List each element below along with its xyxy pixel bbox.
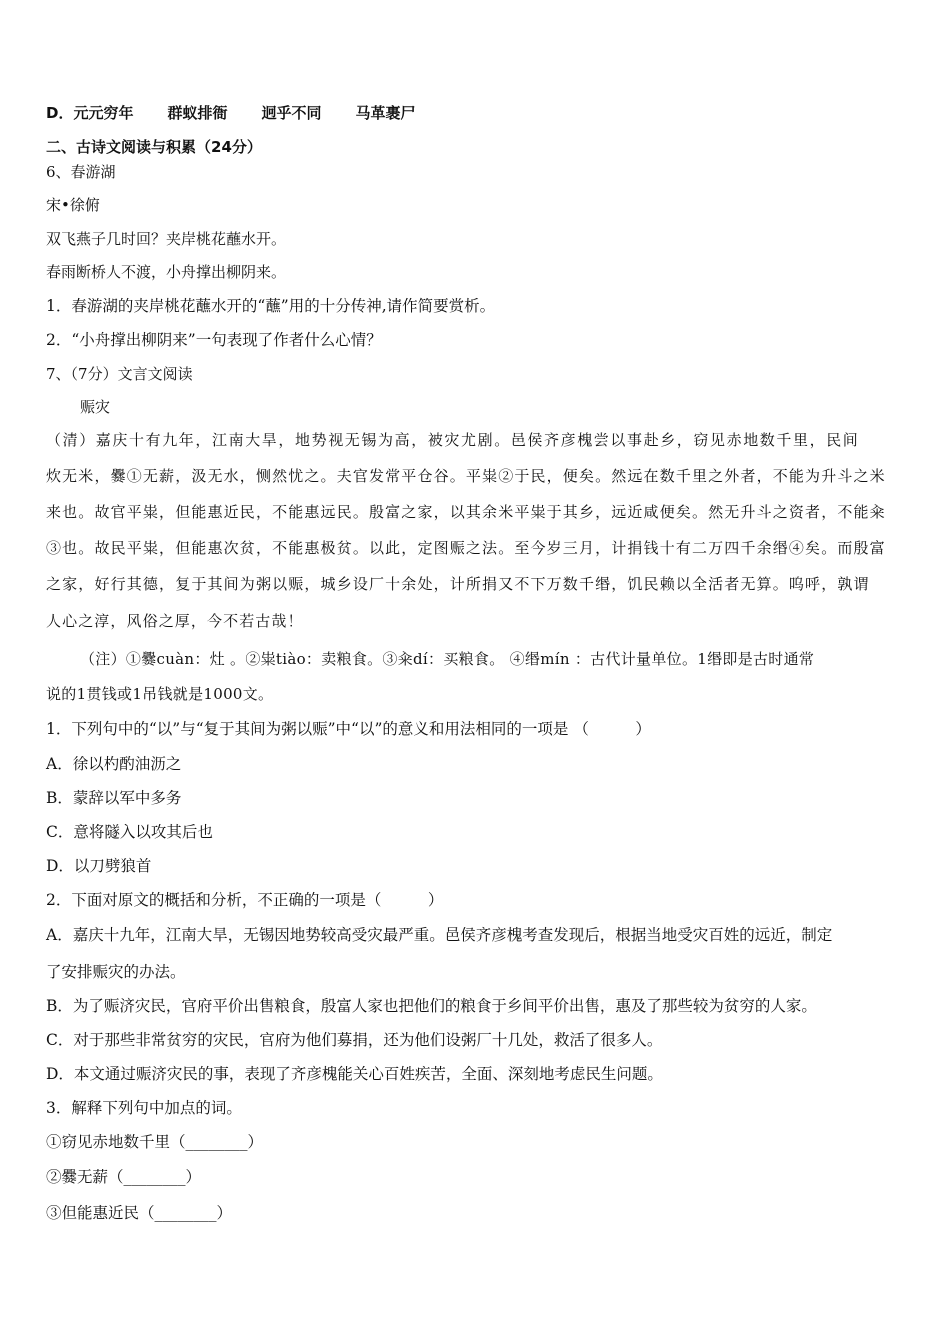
option-d-word-2: 群蚁排衙 [167, 104, 228, 122]
classical-question-1: 1．下列句中的“以”与“复于其间为粥以赈”中“以”的意义和用法相同的一项是 （ ） [46, 720, 651, 738]
q2-option-d: D．本文通过赈济灾民的事，表现了齐彦槐能关心百姓疾苦，全面、深刻地考虑民生问题。 [46, 1065, 663, 1083]
q2-option-a-line-2: 了安排赈灾的办法。 [46, 963, 186, 981]
option-d-word-1: 元元穷年 [73, 104, 134, 122]
classical-text-line-4: ③也。故民平粜，但能惠次贫，不能惠极贫。以此，定图赈之法。至今岁三月，计捐钱十有二万四千余缗④矣。而殷富 [46, 539, 886, 557]
classical-question-2: 2．下面对原文的概括和分析，不正确的一项是（ ） [46, 891, 444, 909]
q1-option-b: B．蒙辞以军中多务 [46, 789, 182, 807]
q3-item-2: ②爨无薪（________） [46, 1168, 202, 1186]
option-d-word-4: 马革裹尸 [355, 104, 416, 122]
option-d-word-3: 迥乎不同 [261, 104, 322, 122]
classical-text-line-3: 来也。故官平粜，但能惠近民，不能惠远民。殷富之家，以其余米平粜于其乡，远近咸便矣。然无升斗之资者，不能籴 [46, 503, 886, 521]
section-heading: 二、古诗文阅读与积累（24分） [46, 138, 262, 156]
classical-note-line-2: 说的1贯钱或1吊钱就是1000文。 [46, 685, 274, 703]
classical-text-line-6: 人心之淳，风俗之厚，今不若古哉！ [46, 612, 304, 630]
poem-line-2: 春雨断桥人不渡，小舟撑出柳阴来。 [46, 263, 287, 281]
classical-text-line-2: 炊无米，爨①无薪，汲无水，恻然忧之。夫官发常平仓谷。平粜②于民，便矣。然远在数千里之外者，不能为升斗之米 [46, 467, 886, 485]
q3-item-3: ③但能惠近民（________） [46, 1204, 233, 1222]
classical-text-line-5: 之家，好行其德，复于其间为粥以赈，城乡设厂十余处，计所捐又不下万数千缗，饥民赖以全活者无算。呜呼，孰谓 [46, 575, 870, 593]
poem-question-1: 1．春游湖的夹岸桃花蘸水开的“蘸”用的十分传神,请作简要赏析。 [46, 297, 496, 315]
poem-question-2: 2．“小舟撑出柳阴来”一句表现了作者什么心情？ [46, 331, 382, 349]
classical-question-3: 3．解释下列句中加点的词。 [46, 1099, 242, 1117]
q1-option-a: A．徐以杓酌油沥之 [46, 755, 182, 773]
q1-option-c: C．意将隧入以攻其后也 [46, 823, 213, 841]
option-d-row [46, 103, 416, 123]
q2-option-c: C．对于那些非常贫穷的灾民，官府为他们募捐，还为他们设粥厂十几处，救活了很多人。 [46, 1031, 663, 1049]
classical-number: 7、（7分）文言文阅读 [46, 365, 193, 383]
poem-author: 宋•徐俯 [46, 196, 100, 214]
classical-note-line-1: （注）①爨cuàn：灶 。②粜tiào：卖粮食。③籴dí：买粮食。 ④缗mín ：古代计量单位。1缗即是古时通常 [80, 650, 815, 668]
poem-number: 6、春游湖 [46, 163, 116, 181]
classical-title: 赈灾 [80, 398, 111, 416]
q2-option-b: B．为了赈济灾民，官府平价出售粮食，殷富人家也把他们的粮食于乡间平价出售，惠及了那些较为贫穷的人家。 [46, 997, 817, 1015]
option-d-label: D． [46, 104, 74, 122]
classical-text-line-1: （清）嘉庆十有九年，江南大旱，地势视无锡为高，被灾尤剧。邑侯齐彦槐尝以事赴乡，窃见赤地数千里，民间 [46, 431, 860, 449]
q3-item-1: ①窃见赤地数千里（________） [46, 1133, 264, 1151]
q1-option-d: D．以刀劈狼首 [46, 857, 152, 875]
poem-line-1: 双飞燕子几时回？夹岸桃花蘸水开。 [46, 230, 287, 248]
q2-option-a-line-1: A．嘉庆十九年，江南大旱，无锡因地势较高受灾最严重。邑侯齐彦槐考查发现后，根据当地受灾百姓的远近，制定 [46, 926, 833, 944]
